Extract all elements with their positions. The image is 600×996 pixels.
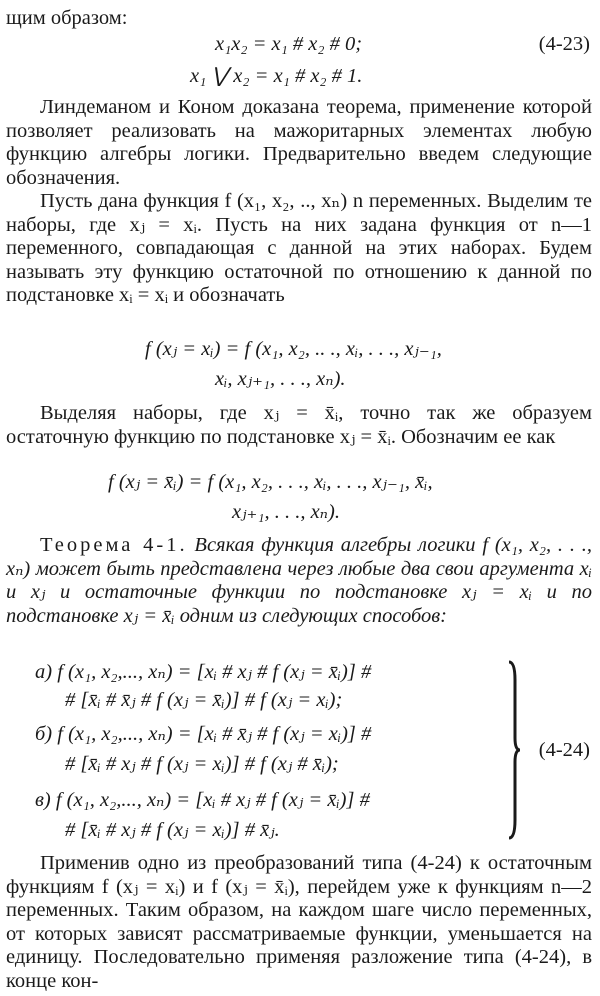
equation-4-23-line-1: x₁x₂ = x₁ # x₂ # 0; <box>215 33 363 55</box>
equation-residual-2-line-1: f (xⱼ = x̄ᵢ) = f (x₁, x₂, . . ., xᵢ, . . ., xⱼ₋₁, x̄ᵢ, <box>108 471 433 493</box>
theorem-label: Теорема 4-1. <box>40 534 188 556</box>
theorem-statement: Всякая функция алгебры логики f (x₁, x₂, . . ., xₙ) может быть представлена через любые два свои аргумента xᵢ и xⱼ и остаточные функции по подстановке xⱼ = xᵢ и по подстановке xⱼ = x̄ᵢ одним из следующих способов: <box>6 534 593 627</box>
equation-4-24-b-line-1: б) f (x₁, x₂,..., xₙ) = [xᵢ # x̄ⱼ # f (xⱼ = xᵢ)] # <box>35 723 372 745</box>
equation-4-23-line-2: x₁ ⋁ x₂ = x₁ # x₂ # 1. <box>190 65 363 87</box>
right-brace-icon <box>507 660 521 840</box>
equation-number-4-23: (4-23) <box>538 33 590 55</box>
equation-residual-1-line-1: f (xⱼ = xᵢ) = f (x₁, x₂, .. ., xᵢ, . . ., xⱼ₋₁, <box>145 338 442 360</box>
equation-residual-2-line-2: xⱼ₊₁, . . ., xₙ). <box>232 501 340 523</box>
equation-4-24-b-line-2: # [x̄ᵢ # xⱼ # f (xⱼ = xᵢ)] # f (xⱼ # x̄ᵢ); <box>65 753 339 775</box>
equation-4-24-a-line-1: а) f (x₁, x₂,..., xₙ) = [xᵢ # xⱼ # f (xⱼ = x̄ᵢ)] # <box>35 661 372 683</box>
equation-4-24-c-line-2: # [x̄ᵢ # xⱼ # f (xⱼ = xᵢ)] # x̄ⱼ. <box>65 819 280 841</box>
equation-4-24-a-line-2: # [x̄ᵢ # x̄ⱼ # f (xⱼ = x̄ᵢ)] # f (xⱼ = xᵢ); <box>65 689 343 711</box>
paragraph-theorem-intro: Линдеманом и Коном доказана теорема, применение которой позволяет реализовать на мажоритарных элементах любую функцию алгебры логики. Предварительно введем следующие обозначения. <box>6 96 592 189</box>
paragraph-residual-negated: Выделяя наборы, где xⱼ = x̄ᵢ, точно так же образуем остаточную функцию по подстановке xⱼ = x̄ᵢ. Обозначим ее как <box>6 402 592 448</box>
equation-number-4-24: (4-24) <box>538 739 590 761</box>
theorem-4-1 <box>6 534 592 628</box>
equation-residual-1-line-2: xᵢ, xⱼ₊₁, . . ., xₙ). <box>215 368 346 390</box>
intro-line: щим образом: <box>6 7 128 29</box>
paragraph-residual-definition: Пусть дана функция f (x₁, x₂, .., xₙ) n переменных. Выделим те наборы, где xⱼ = xᵢ. Пусть на них задана функция от n—1 переменного, совпадающая с данной на этих наборах. Будем называть эту функцию остаточной по отношению к данной по подстановке xᵢ = xᵢ и обозначать <box>6 190 592 307</box>
equation-4-24-c-line-1: в) f (x₁, x₂,..., xₙ) = [xᵢ # xⱼ # f (xⱼ = x̄ᵢ)] # <box>35 789 370 811</box>
paragraph-conclusion: Применив одно из преобразований типа (4-24) к остаточным функциям f (xⱼ = xᵢ) и f (xⱼ = x̄ᵢ), перейдем уже к функциям n—2 переменных. Таким образом, на каждом шаге число переменных, от которых зависят рассматриваемые функции, уменьшается на единицу. Последовательно применяя разложение типа (4-24), в конце кон- <box>6 852 592 992</box>
